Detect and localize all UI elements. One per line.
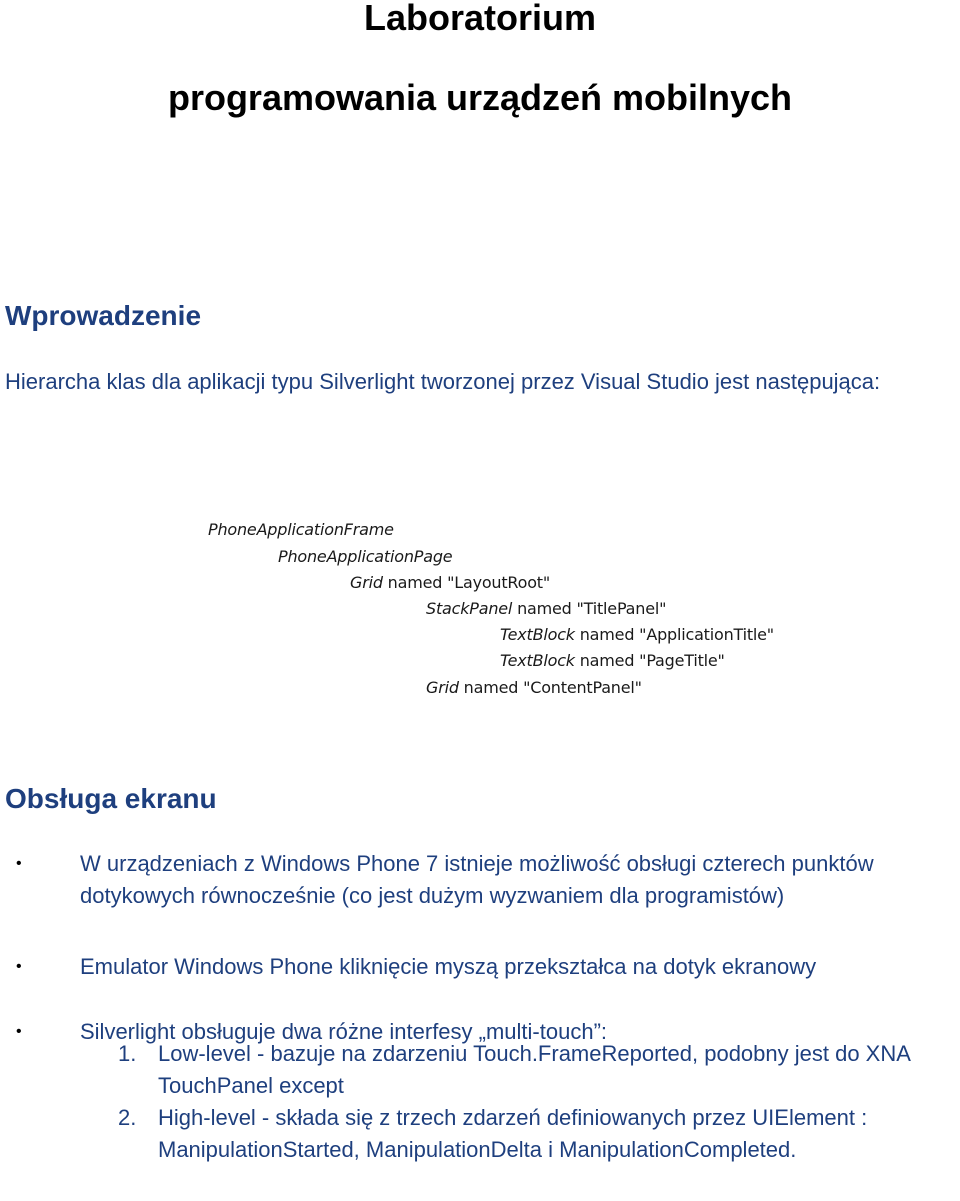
list-item [16, 951, 955, 983]
hierarchy-item: Grid named "ContentPanel" [426, 678, 642, 697]
hierarchy-item: TextBlock named "ApplicationTitle" [500, 625, 774, 644]
list-item-text: Silverlight obsługuje dwa różne interfesy „multi-touch”: [80, 1019, 608, 1044]
bullet-icon: • [16, 1023, 22, 1040]
hierarchy-item: PhoneApplicationPage [278, 547, 453, 566]
screen-heading: Obsługa ekranu [5, 783, 217, 814]
list-item-text: W urządzeniach z Windows Phone 7 istnieje możliwość obsługi czterech punktów dotykowych równocześnie (co jest dużym wyzwaniem dla programistów) [80, 851, 874, 908]
intro-text: Hierarcha klas dla aplikacji typu Silverlight tworzonej przez Visual Studio jest następująca: [5, 369, 881, 394]
class-hierarchy-diagram [0, 514, 960, 714]
item-number: 1. [118, 1041, 137, 1066]
numbered-item [118, 1038, 958, 1102]
numbered-item-text: High-level - składa się z trzech zdarzeń definiowanych przez UIElement : ManipulationStarted, ManipulationDelta i ManipulationCompleted. [158, 1105, 868, 1162]
hierarchy-item: StackPanel named "TitlePanel" [426, 599, 667, 618]
list-item-text: Emulator Windows Phone kliknięcie myszą przekształca na dotyk ekranowy [80, 954, 817, 979]
bullet-icon: • [16, 958, 22, 975]
intro-heading: Wprowadzenie [5, 300, 202, 331]
numbered-item-text: Low-level - bazuje na zdarzeniu Touch.FrameReported, podobny jest do XNA TouchPanel except [158, 1041, 910, 1098]
page-title-line-1: Laboratorium [363, 0, 596, 38]
page-title-line-2: programowania urządzeń mobilnych [167, 77, 793, 118]
hierarchy-item: PhoneApplicationFrame [208, 520, 394, 539]
list-item [16, 848, 955, 912]
hierarchy-item: Grid named "LayoutRoot" [350, 573, 551, 592]
hierarchy-item: TextBlock named "PageTitle" [500, 651, 725, 670]
numbered-item [118, 1102, 958, 1166]
item-number: 2. [118, 1105, 137, 1130]
bullet-icon: • [16, 855, 22, 872]
